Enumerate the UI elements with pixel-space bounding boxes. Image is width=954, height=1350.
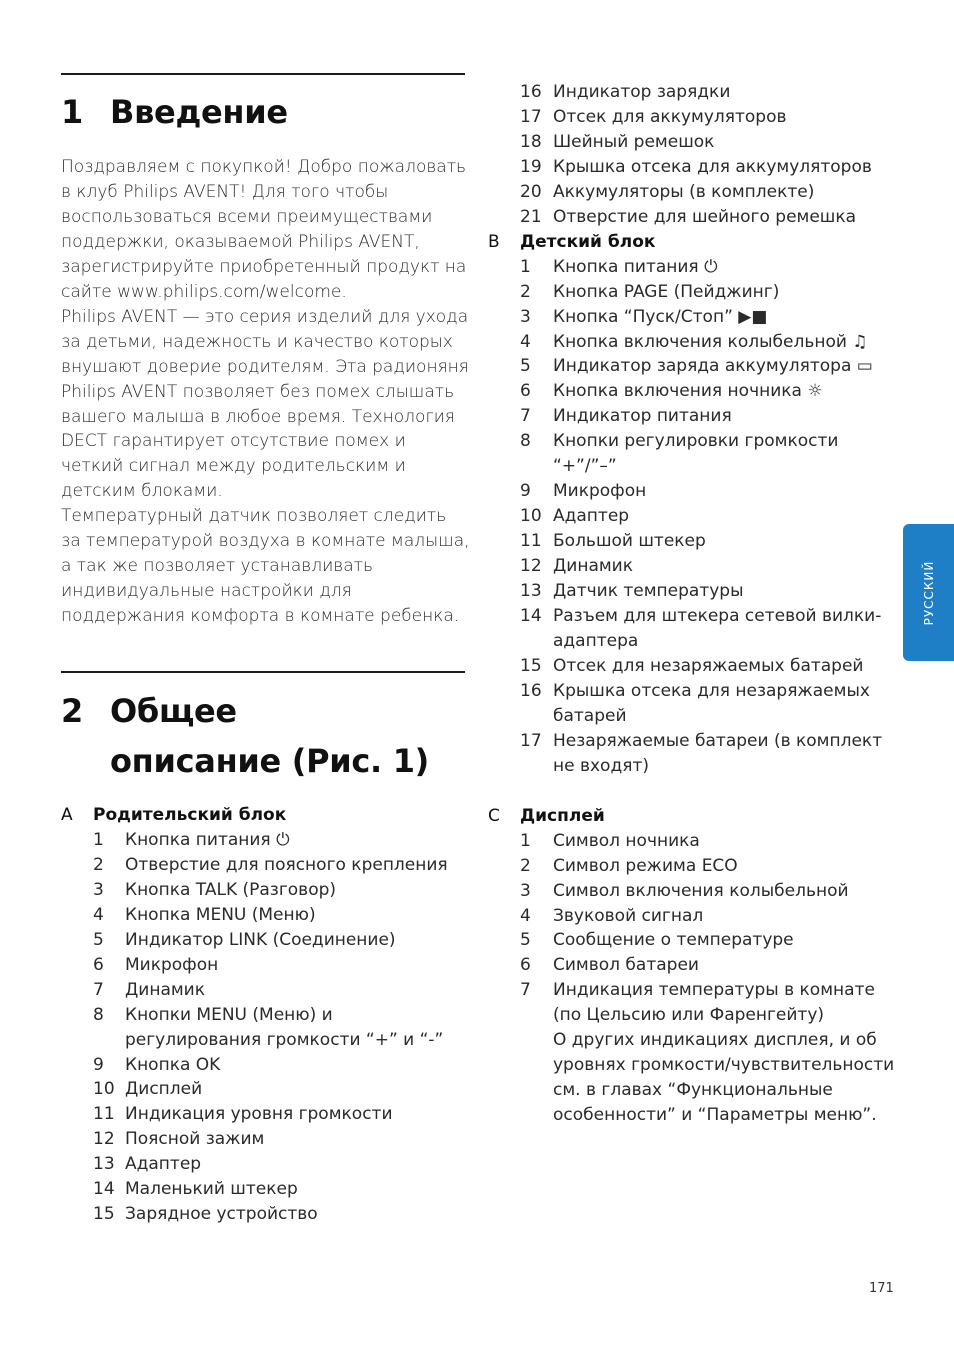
intro-paragraph-3: Температурный датчик позволяет следить за температурой воздуха в комнате малыша, а так же позволяет устанавливать индивидуальные настройки для поддержания комфорта в комнате ребенка. (61, 506, 470, 627)
parent-unit-heading (61, 803, 471, 828)
parent-unit-list (61, 803, 471, 1227)
parent-unit-letter: A (61, 805, 73, 825)
list-item-text: Кнопка включения колыбельной ♫ (553, 331, 868, 352)
list-item-text: Символ ночника (553, 830, 700, 851)
list-item-text: Индикатор питания (553, 406, 732, 427)
display-items (488, 829, 898, 1029)
list-item-number: 16 (520, 82, 542, 102)
section-1-number: 1 (61, 93, 83, 131)
list-item-text: Маленький штекер (125, 1179, 298, 1200)
list-item-number: 6 (93, 954, 104, 975)
baby-unit-items (488, 255, 898, 779)
list-item-text: Большой штекер (553, 531, 706, 552)
list-item-text: Динамик (125, 979, 206, 1000)
list-item-text: Индикатор зарядки (553, 82, 731, 102)
list-item (488, 729, 898, 779)
baby-unit-heading (488, 230, 898, 255)
section-1-body (61, 155, 471, 629)
list-item (488, 554, 898, 579)
display-letter: C (488, 805, 500, 826)
list-item (488, 379, 898, 404)
list-item (488, 953, 898, 978)
list-item (61, 903, 471, 928)
list-item-number: 3 (93, 879, 104, 900)
display-heading (488, 804, 898, 829)
list-item-text: Микрофон (125, 954, 219, 975)
list-item-number: 7 (520, 406, 531, 427)
list-item-text: Отверстие для шейного ремешка (553, 206, 857, 227)
parent-unit-items (61, 828, 471, 1227)
list-item-text: Сообщение о температуре (553, 930, 794, 951)
list-item (488, 904, 898, 929)
list-item-text: Крышка отсека для незаряжаемых батарей (553, 680, 870, 726)
list-item-text: Аккумуляторы (в комплекте) (553, 181, 815, 202)
list-item-number: 1 (520, 830, 531, 851)
list-item-number: 5 (93, 929, 104, 950)
list-item-number: 2 (520, 281, 531, 302)
list-item-number: 8 (520, 431, 531, 452)
list-item (61, 1202, 471, 1227)
intro-paragraph-1: Поздравляем с покупкой! Добро пожаловать в клуб Philips AVENT! Для того чтобы воспользоваться всеми преимуществами поддержки, оказываемой Philips AVENT, зарегистрируйте приобретенный продукт на сайте www.philips.com/welcome. (61, 157, 467, 302)
intro-paragraph-2: Philips AVENT — это серия изделий для ухода за детьми, надежность и качество которых внушают доверие родителям. Эта радионяня Philips AVENT позволяет без помех слышать вашего малыша в любое время. Технология DECT гарантирует отсутствие помех и четкий сигнал между родительским и детским блоками. (61, 306, 469, 502)
list-item-text: Адаптер (125, 1154, 202, 1175)
list-item (488, 854, 898, 879)
list-item-text: Кнопка “Пуск/Стоп” ▶■ (553, 306, 768, 327)
list-item-text: Индикация температуры в комнате (по Цельсию или Фаренгейту) (553, 980, 875, 1026)
list-item-number: 7 (93, 979, 104, 1000)
list-item-number: 3 (520, 306, 531, 327)
section-1-rule (61, 73, 465, 75)
list-item-text: Индикатор заряда аккумулятора ▭ (553, 356, 873, 377)
list-item-number: 10 (520, 506, 542, 527)
list-item-text: Индикация уровня громкости (125, 1104, 393, 1125)
list-item-text: Шейный ремешок (553, 131, 715, 152)
list-item-text: Символ батареи (553, 955, 699, 976)
list-item (488, 180, 898, 205)
list-item-number: 21 (520, 206, 542, 227)
list-item (488, 155, 898, 180)
language-tab (903, 524, 954, 661)
list-item (488, 330, 898, 355)
list-item-text: Микрофон (553, 481, 647, 502)
section-2-rule (61, 671, 465, 673)
list-item-number: 11 (93, 1104, 115, 1125)
list-item-number: 6 (520, 955, 531, 976)
list-item-number: 7 (520, 980, 531, 1001)
section-2-title-line-2: описание (Рис. 1) (110, 742, 430, 780)
list-item (488, 829, 898, 854)
display-note-row (488, 1028, 898, 1128)
list-item (488, 928, 898, 953)
list-item-number: 13 (93, 1154, 115, 1175)
list-item-text: Дисплей (125, 1079, 203, 1100)
list-item-text: Адаптер (553, 506, 630, 527)
page-number: 171 (869, 1281, 894, 1296)
list-item-number: 19 (520, 156, 542, 177)
list-item-number: 6 (520, 381, 531, 402)
list-item-number: 13 (520, 581, 542, 602)
list-item-number: 11 (520, 531, 542, 552)
list-item-number: 5 (520, 930, 531, 951)
list-item (488, 305, 898, 330)
parent-unit-title: Родительский блок (93, 805, 287, 825)
list-item-number: 15 (93, 1204, 115, 1225)
list-item-text: Кнопка OK (125, 1054, 221, 1075)
display-title: Дисплей (520, 805, 605, 826)
list-item (488, 579, 898, 604)
list-item-text: Зарядное устройство (125, 1204, 318, 1225)
list-item-number: 14 (93, 1179, 115, 1200)
list-item-number: 17 (520, 106, 542, 127)
list-item (488, 479, 898, 504)
list-item (488, 978, 898, 1028)
list-item (488, 255, 898, 280)
list-item-number: 3 (520, 880, 531, 901)
list-item (61, 953, 471, 978)
list-item-number: 16 (520, 680, 542, 701)
list-item-number: 10 (93, 1079, 115, 1100)
language-tab-label: РУССКИЙ (921, 560, 936, 625)
list-item (488, 404, 898, 429)
list-item (488, 679, 898, 729)
list-item (61, 878, 471, 903)
list-item-number: 2 (520, 855, 531, 876)
parent-unit-items-continued (488, 80, 898, 230)
list-item-text: Звуковой сигнал (553, 905, 704, 926)
list-item (61, 1177, 471, 1202)
baby-unit-letter: B (488, 231, 500, 252)
list-item-text: Датчик температуры (553, 581, 744, 602)
list-item-text: Кнопки MENU (Меню) и регулирования громкости “+” и “-” (125, 1004, 444, 1050)
section-2-number: 2 (61, 692, 83, 730)
list-item (61, 1152, 471, 1177)
list-item-text: Кнопка MENU (Меню) (125, 904, 316, 925)
list-item-number: 5 (520, 356, 531, 377)
list-item (488, 529, 898, 554)
list-item-text: Отсек для аккумуляторов (553, 106, 787, 127)
list-item (61, 1102, 471, 1127)
list-item-number: 12 (93, 1129, 115, 1150)
list-item-text: Кнопка питания ⏻ (553, 256, 718, 277)
list-item-text: Кнопка PAGE (Пейджинг) (553, 281, 780, 302)
list-item-text: Незаряжаемые батареи (в комплект не входят) (553, 730, 883, 776)
list-item (488, 604, 898, 654)
list-item-number: 1 (93, 829, 104, 850)
list-item-number: 2 (93, 854, 104, 875)
list-item-number: 8 (93, 1004, 104, 1025)
display-note: О других индикациях дисплея, и об уровнях громкости/чувствительности см. в главах “Функциональные особенности” и “Параметры меню”. (553, 1030, 895, 1126)
right-column (488, 80, 898, 1128)
list-item (61, 978, 471, 1003)
list-item-text: Поясной зажим (125, 1129, 265, 1150)
list-item (61, 1127, 471, 1152)
list-item-text: Кнопки регулировки громкости “+”/”–” (553, 431, 839, 477)
list-item-number: 9 (520, 481, 531, 502)
list-item (488, 504, 898, 529)
list-item-number: 9 (93, 1054, 104, 1075)
list-item-text: Индикатор LINK (Соединение) (125, 929, 396, 950)
list-item (488, 80, 898, 105)
list-item-text: Отверстие для поясного крепления (125, 854, 448, 875)
list-item-number: 12 (520, 556, 542, 577)
list-item (488, 429, 898, 479)
list-item (488, 654, 898, 679)
baby-unit-title: Детский блок (520, 231, 656, 252)
section-1-title: Введение (110, 93, 288, 131)
list-item (488, 280, 898, 305)
list-item-number: 15 (520, 655, 542, 676)
list-item-number: 4 (520, 905, 531, 926)
list-item-text: Кнопка TALK (Разговор) (125, 879, 337, 900)
list-item (488, 130, 898, 155)
list-item-number: 17 (520, 730, 542, 751)
list-item-number: 18 (520, 131, 542, 152)
list-item-number: 20 (520, 181, 542, 202)
section-1-heading (61, 87, 288, 137)
list-item-text: Динамик (553, 556, 634, 577)
list-item (488, 879, 898, 904)
section-2-title-line-1: Общее (110, 692, 237, 730)
list-item-text: Отсек для незаряжаемых батарей (553, 655, 864, 676)
list-item-text: Крышка отсека для аккумуляторов (553, 156, 872, 177)
list-item-number: 14 (520, 606, 542, 627)
list-item-number: 4 (520, 331, 531, 352)
list-item (488, 105, 898, 130)
list-item (61, 928, 471, 953)
list-item (61, 1077, 471, 1102)
list-item-text: Символ режима ECO (553, 855, 738, 876)
list-item-number: 4 (93, 904, 104, 925)
list-item (488, 205, 898, 230)
list-item (61, 853, 471, 878)
list-item-text: Кнопка питания ⏻ (125, 829, 290, 850)
list-item (61, 1053, 471, 1078)
list-item-text: Разъем для штекера сетевой вилки-адаптера (553, 606, 882, 651)
section-2-heading (61, 686, 429, 786)
list-item-text: Символ включения колыбельной (553, 880, 849, 901)
list-item (61, 828, 471, 853)
list-item-text: Кнопка включения ночника ☼ (553, 381, 823, 402)
list-item-number: 1 (520, 256, 531, 277)
list-item (488, 354, 898, 379)
list-item (61, 1003, 471, 1053)
